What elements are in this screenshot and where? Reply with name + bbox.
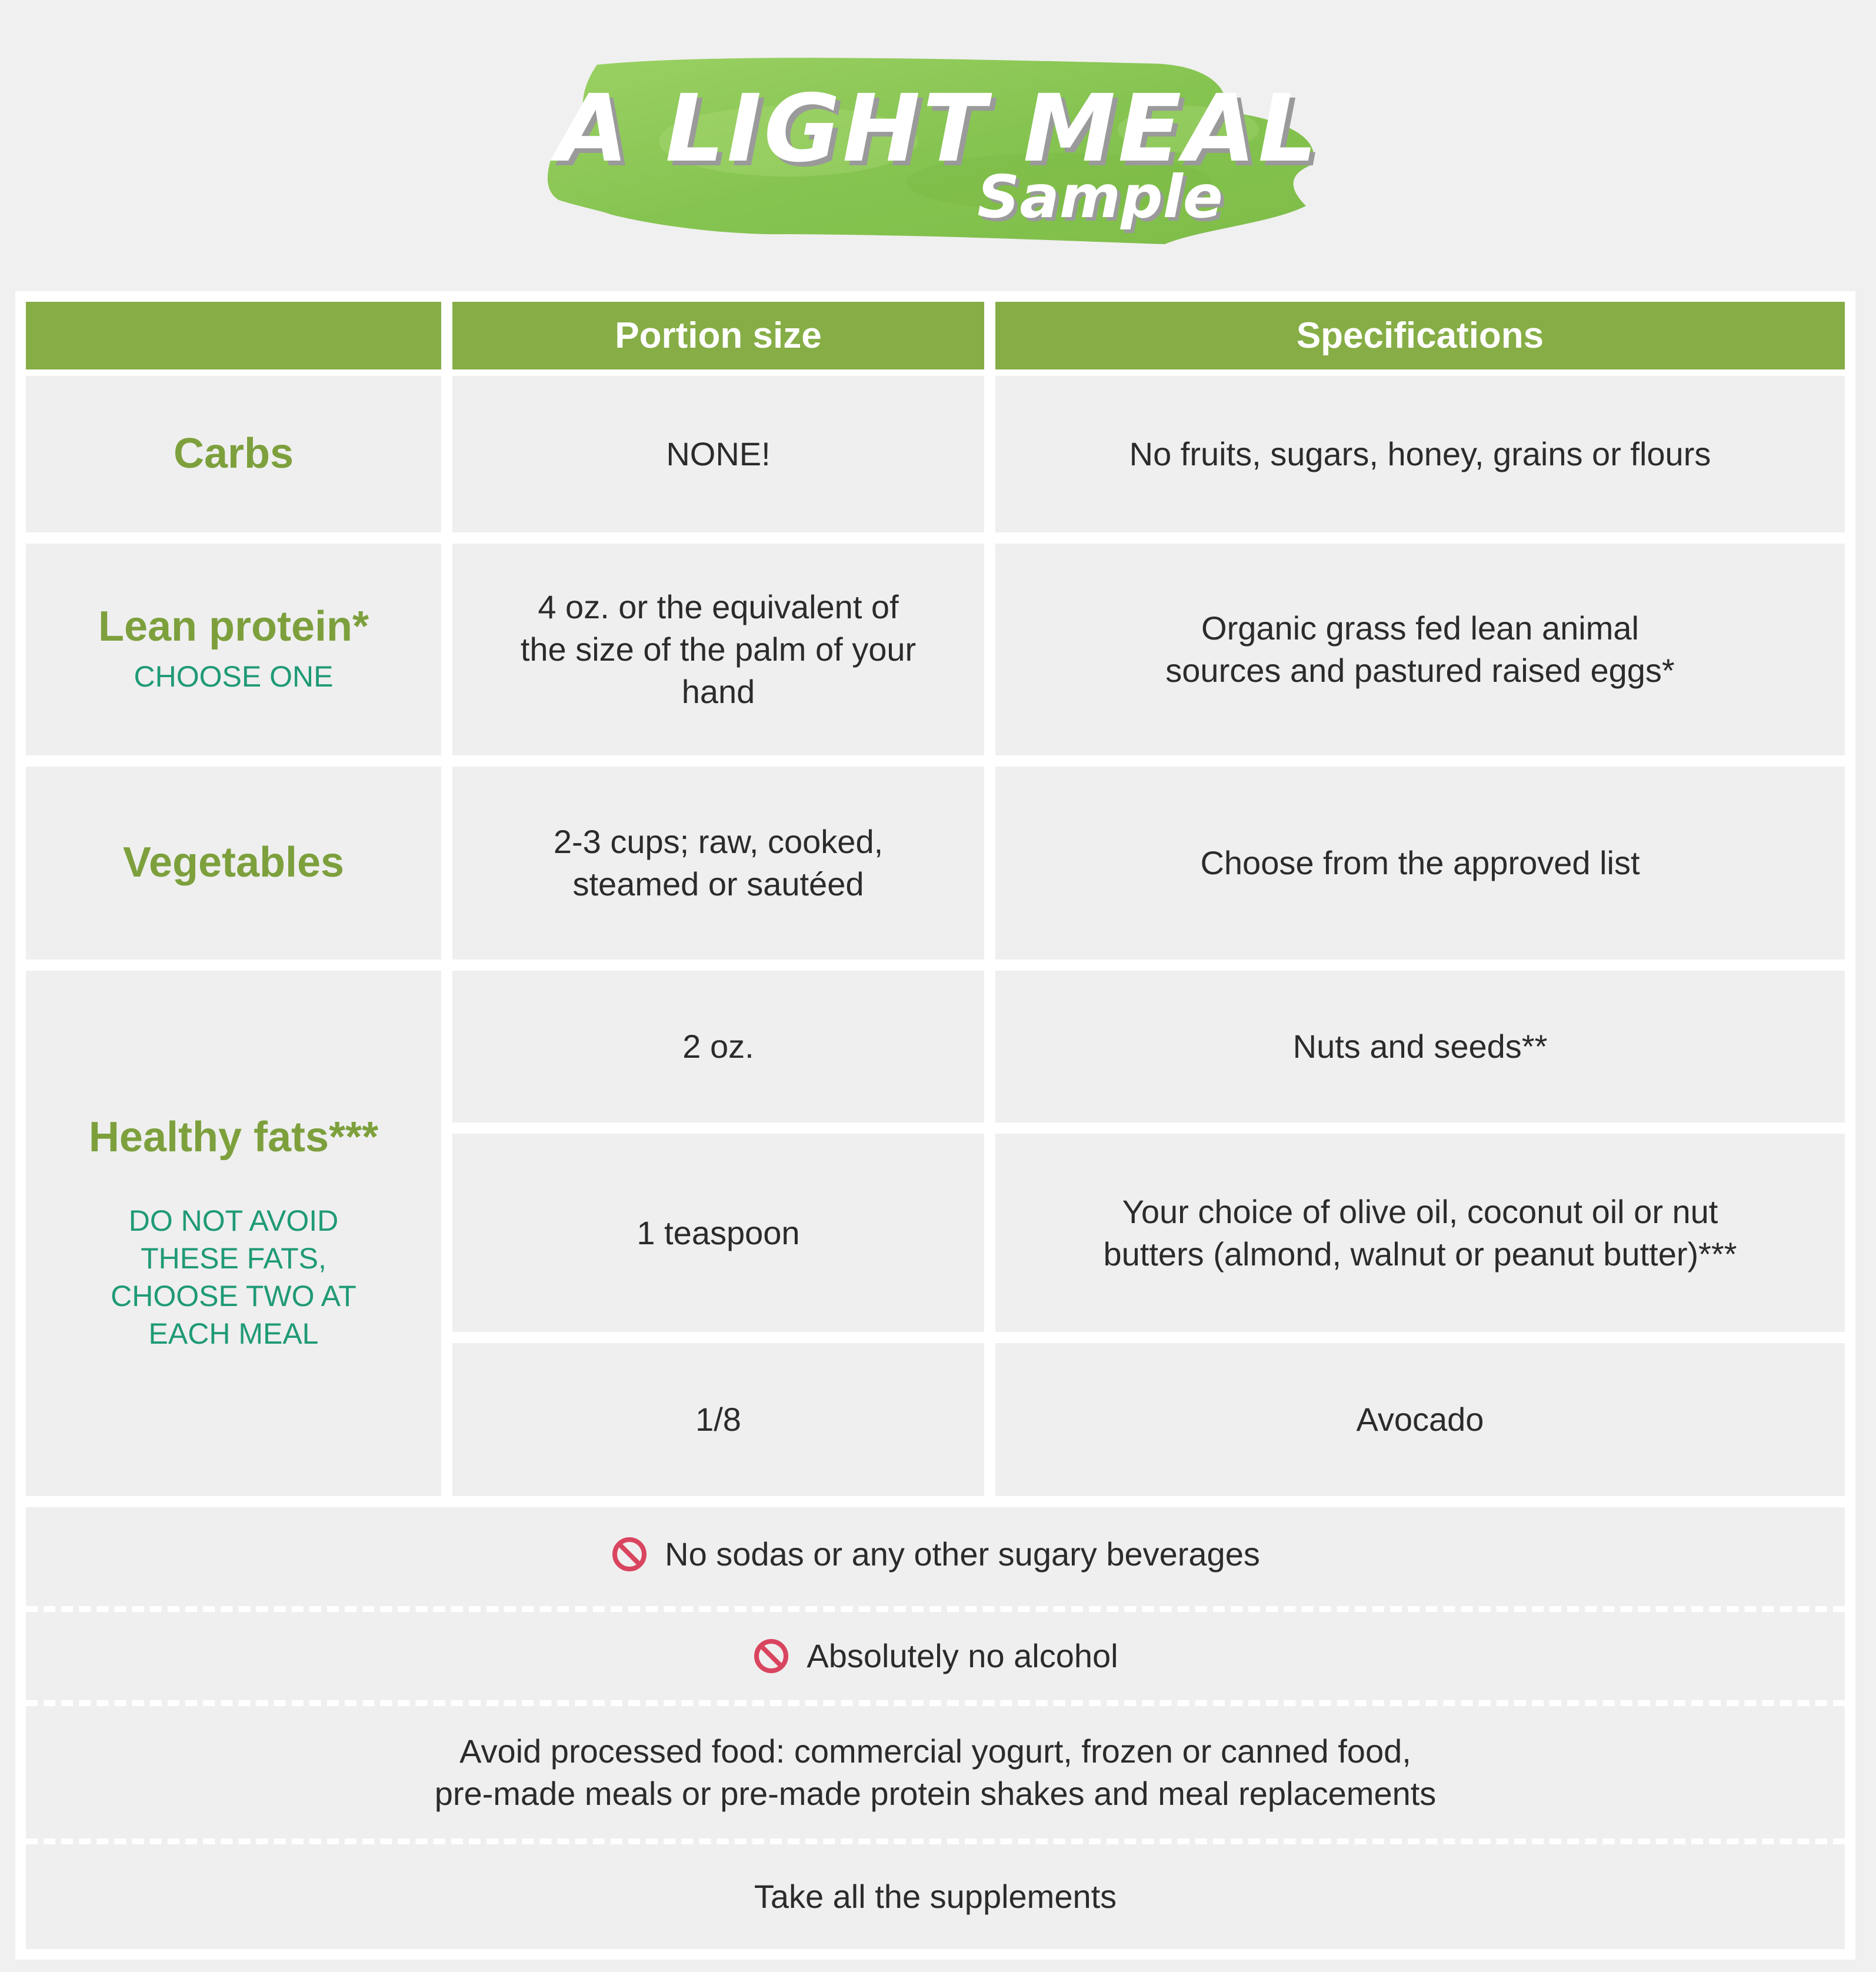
spec-fats-oil <box>995 1134 1845 1332</box>
rule-text: No sodas or any other sugary beverages <box>665 1535 1260 1573</box>
portion-text: 2-3 cups; raw, cooked, steamed or sautéed <box>553 823 884 902</box>
rule-supplements <box>26 1844 1845 1949</box>
portion-lean-protein <box>452 544 984 755</box>
dashed-divider <box>26 1838 1845 1844</box>
prohibited-icon <box>611 1535 648 1573</box>
category-lean-protein <box>26 544 441 755</box>
spec-text: Nuts and seeds** <box>1292 1028 1548 1065</box>
portion-text: 2 oz. <box>682 1028 754 1065</box>
category-note: DO NOT AVOID THESE FATS, CHOOSE TWO AT EACH MEAL <box>111 1204 356 1351</box>
portion-text: NONE! <box>666 435 771 473</box>
portion-text: 4 oz. or the equivalent of the size of the palm of your hand <box>520 588 917 710</box>
category-carbs <box>26 376 441 532</box>
spec-text: Your choice of olive oil, coconut oil or nut butters (almond, walnut or peanut butter)*** <box>1103 1192 1737 1273</box>
category-label: Carbs <box>173 430 294 478</box>
portion-fats-nuts <box>452 971 984 1122</box>
rule-text: Absolutely no alcohol <box>807 1637 1118 1675</box>
portion-vegetables <box>452 767 984 960</box>
spec-text: No fruits, sugars, honey, grains or flours <box>1129 435 1711 473</box>
spec-text: Organic grass fed lean animal sources and pastured raised eggs* <box>1165 609 1675 689</box>
spec-fats-nuts <box>995 971 1845 1122</box>
header-portion-size <box>452 302 984 369</box>
category-vegetables <box>26 767 441 960</box>
category-label: Vegetables <box>122 839 345 887</box>
portion-fats-oil <box>452 1134 984 1332</box>
header-specifications <box>995 302 1845 369</box>
category-label: Lean protein* <box>98 603 369 651</box>
rule-avoid-processed <box>26 1706 1845 1838</box>
dashed-divider <box>26 1700 1845 1706</box>
page-title: A LIGHT MEAL <box>556 75 1320 183</box>
spec-text: Avocado <box>1356 1401 1484 1438</box>
meal-table <box>15 291 1855 1960</box>
rule-text: Take all the supplements <box>754 1878 1117 1916</box>
category-note: CHOOSE ONE <box>134 659 334 693</box>
portion-fats-avocado <box>452 1343 984 1496</box>
rule-text: Avoid processed food: commercial yogurt, frozen or canned food, pre-made meals or pre-made protein shakes and meal replacements <box>434 1732 1437 1812</box>
rule-no-alcohol <box>26 1612 1845 1700</box>
page-subtitle: Sample <box>977 162 1223 231</box>
spec-lean-protein <box>995 544 1845 755</box>
dashed-divider <box>26 1606 1845 1612</box>
portion-text: 1 teaspoon <box>637 1214 800 1251</box>
spec-text: Choose from the approved list <box>1200 844 1640 882</box>
portion-text: 1/8 <box>695 1401 741 1438</box>
spec-vegetables <box>995 767 1845 960</box>
spec-carbs <box>995 376 1845 532</box>
header-specifications-label: Specifications <box>1296 315 1544 356</box>
portion-carbs <box>452 376 984 532</box>
category-healthy-fats <box>26 971 441 1496</box>
header-cell-empty <box>26 302 441 369</box>
spec-fats-avocado <box>995 1343 1845 1496</box>
header-portion-size-label: Portion size <box>615 315 822 356</box>
prohibited-icon <box>752 1637 790 1675</box>
category-label: Healthy fats*** <box>88 1113 379 1161</box>
rule-no-sodas <box>26 1507 1845 1601</box>
